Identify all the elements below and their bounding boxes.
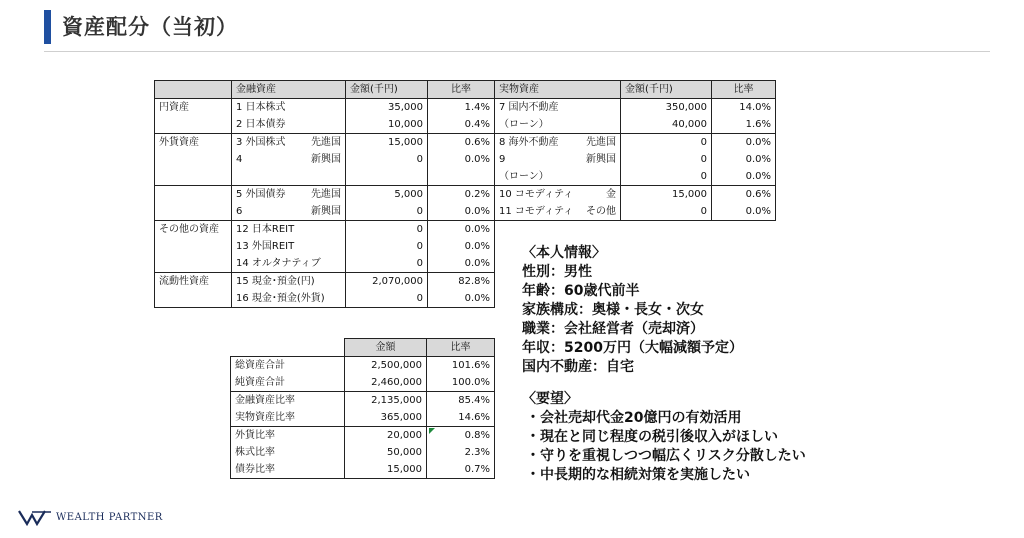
ratio-cell bbox=[712, 221, 776, 239]
item-sublabel: 先進国 bbox=[311, 189, 341, 200]
ratio-cell: 0.0% bbox=[428, 238, 495, 255]
summary-label-cell: 実物資産比率 bbox=[231, 409, 345, 427]
ratio-cell: 0.0% bbox=[712, 203, 776, 221]
amount-cell: 0 bbox=[621, 151, 712, 168]
table-row bbox=[155, 116, 776, 134]
real-asset-cell bbox=[495, 99, 621, 117]
item-label: 14 オルタナティブ bbox=[236, 258, 321, 269]
table-row bbox=[155, 99, 776, 117]
request-line: ・守りを重視しつつ幅広くリスク分散したい bbox=[526, 448, 806, 464]
amount-cell: 0 bbox=[346, 238, 428, 255]
financial-asset-cell bbox=[232, 116, 346, 134]
ratio-cell: 1.4% bbox=[428, 99, 495, 117]
summary-header-row bbox=[231, 339, 495, 357]
item-label: 4 bbox=[236, 154, 243, 165]
real-asset-cell bbox=[495, 134, 621, 152]
ratio-cell: 0.0% bbox=[712, 168, 776, 186]
item-sublabel: 先進国 bbox=[586, 137, 616, 148]
header-cell: 比率 bbox=[712, 81, 776, 99]
summary-label-cell: 金融資産比率 bbox=[231, 392, 345, 410]
item-label: 9 bbox=[499, 154, 506, 165]
summary-label-cell: 株式比率 bbox=[231, 444, 345, 461]
header-cell bbox=[155, 81, 232, 99]
real-asset-cell bbox=[495, 151, 621, 168]
amount-cell bbox=[621, 221, 712, 239]
title-divider bbox=[44, 51, 990, 52]
item-sublabel: 新興国 bbox=[586, 154, 616, 165]
table-row bbox=[155, 134, 776, 152]
amount-cell: 0 bbox=[346, 255, 428, 273]
category-cell bbox=[155, 290, 232, 308]
ratio-cell: 0.0% bbox=[712, 151, 776, 168]
item-label: （ローン） bbox=[499, 119, 549, 130]
profile-line: 職業：会社経営者（売却済） bbox=[522, 321, 704, 337]
category-cell bbox=[155, 116, 232, 134]
title-accent-bar bbox=[44, 10, 51, 44]
item-sublabel: その他 bbox=[586, 206, 616, 217]
financial-asset-cell bbox=[232, 221, 346, 239]
requests-info bbox=[522, 390, 806, 485]
summary-row bbox=[231, 444, 495, 461]
item-label: 13 外国REIT bbox=[236, 241, 295, 252]
financial-asset-cell bbox=[232, 168, 346, 186]
amount-cell: 40,000 bbox=[621, 116, 712, 134]
financial-asset-cell bbox=[232, 134, 346, 152]
amount-cell: 0 bbox=[621, 203, 712, 221]
profile-line: 年齢：60歳代前半 bbox=[522, 283, 640, 299]
summary-row bbox=[231, 461, 495, 479]
item-label: 15 現金･預金(円) bbox=[236, 276, 315, 287]
table-header-row bbox=[155, 81, 776, 99]
logo-text: WEALTH PARTNER bbox=[56, 511, 163, 523]
financial-asset-cell bbox=[232, 186, 346, 204]
item-sublabel: 新興国 bbox=[311, 206, 341, 217]
ratio-cell: 82.8% bbox=[428, 273, 495, 291]
header-cell: 金額(千円) bbox=[621, 81, 712, 99]
summary-amount-cell: 2,500,000 bbox=[345, 357, 427, 375]
summary-label-cell: 総資産合計 bbox=[231, 357, 345, 375]
item-sublabel: 先進国 bbox=[311, 137, 341, 148]
real-asset-cell bbox=[495, 221, 621, 239]
profile-line: 年収：5200万円（大幅減額予定） bbox=[522, 340, 743, 356]
summary-amount-cell: 2,135,000 bbox=[345, 392, 427, 410]
request-line: ・会社売却代金20億円の有効活用 bbox=[526, 410, 742, 426]
summary-row bbox=[231, 357, 495, 375]
profile-heading: 〈本人情報〉 bbox=[522, 245, 606, 261]
table-row bbox=[155, 151, 776, 168]
summary-label-cell: 純資産合計 bbox=[231, 374, 345, 392]
table-row bbox=[155, 168, 776, 186]
header-cell: 金額 bbox=[345, 339, 427, 357]
financial-asset-cell bbox=[232, 238, 346, 255]
amount-cell: 15,000 bbox=[621, 186, 712, 204]
ratio-cell: 14.0% bbox=[712, 99, 776, 117]
profile-info bbox=[522, 244, 743, 377]
summary-ratio-cell: 0.8% bbox=[427, 427, 495, 445]
real-asset-cell bbox=[495, 168, 621, 186]
category-cell bbox=[155, 255, 232, 273]
table-row bbox=[155, 203, 776, 221]
category-cell bbox=[155, 238, 232, 255]
item-label: 3 外国株式 bbox=[236, 137, 286, 148]
table-row bbox=[155, 221, 776, 239]
item-label: 6 bbox=[236, 206, 243, 217]
amount-cell: 5,000 bbox=[346, 186, 428, 204]
amount-cell: 0 bbox=[346, 290, 428, 308]
summary-ratio-cell: 14.6% bbox=[427, 409, 495, 427]
ratio-cell: 0.0% bbox=[428, 290, 495, 308]
summary-ratio-cell: 101.6% bbox=[427, 357, 495, 375]
item-label: 1 日本株式 bbox=[236, 102, 286, 113]
category-cell bbox=[155, 203, 232, 221]
summary-ratio-cell: 2.3% bbox=[427, 444, 495, 461]
item-label: 7 国内不動産 bbox=[499, 102, 559, 113]
summary-ratio-cell: 100.0% bbox=[427, 374, 495, 392]
profile-line: 性別：男性 bbox=[522, 264, 592, 280]
item-label: 10 コモディティ bbox=[499, 189, 574, 200]
real-asset-cell bbox=[495, 203, 621, 221]
summary-ratio-cell: 85.4% bbox=[427, 392, 495, 410]
summary-amount-cell: 365,000 bbox=[345, 409, 427, 427]
ratio-cell: 0.6% bbox=[428, 134, 495, 152]
category-cell bbox=[155, 186, 232, 204]
amount-cell: 350,000 bbox=[621, 99, 712, 117]
ratio-cell: 0.2% bbox=[428, 186, 495, 204]
cell-comment-marker bbox=[429, 428, 435, 434]
ratio-cell: 0.0% bbox=[428, 221, 495, 239]
summary-table bbox=[230, 338, 495, 479]
summary-row bbox=[231, 427, 495, 445]
header-cell: 金額(千円) bbox=[346, 81, 428, 99]
header-cell: 実物資産 bbox=[495, 81, 621, 99]
item-sublabel: 新興国 bbox=[311, 154, 341, 165]
category-cell: 円資産 bbox=[155, 99, 232, 117]
financial-asset-cell bbox=[232, 151, 346, 168]
summary-amount-cell: 15,000 bbox=[345, 461, 427, 479]
amount-cell: 0 bbox=[346, 221, 428, 239]
item-label: 16 現金･預金(外貨) bbox=[236, 293, 325, 304]
amount-cell: 0 bbox=[621, 168, 712, 186]
amount-cell: 2,070,000 bbox=[346, 273, 428, 291]
header-cell: 比率 bbox=[428, 81, 495, 99]
category-cell bbox=[155, 151, 232, 168]
amount-cell: 0 bbox=[621, 134, 712, 152]
financial-asset-cell bbox=[232, 255, 346, 273]
item-label: （ローン） bbox=[499, 171, 549, 182]
ratio-cell: 0.6% bbox=[712, 186, 776, 204]
header-cell bbox=[231, 339, 345, 357]
financial-asset-cell bbox=[232, 203, 346, 221]
item-label: 12 日本REIT bbox=[236, 224, 295, 235]
real-asset-cell bbox=[495, 116, 621, 134]
ratio-cell: 0.0% bbox=[428, 151, 495, 168]
category-cell bbox=[155, 168, 232, 186]
header-cell: 比率 bbox=[427, 339, 495, 357]
summary-row bbox=[231, 409, 495, 427]
financial-asset-cell bbox=[232, 273, 346, 291]
amount-cell: 15,000 bbox=[346, 134, 428, 152]
amount-cell bbox=[346, 168, 428, 186]
header-cell: 金融資産 bbox=[232, 81, 346, 99]
financial-asset-cell bbox=[232, 99, 346, 117]
profile-line: 家族構成：奥様・長女・次女 bbox=[522, 302, 704, 318]
category-cell: 外貨資産 bbox=[155, 134, 232, 152]
category-cell: その他の資産 bbox=[155, 221, 232, 239]
summary-amount-cell: 50,000 bbox=[345, 444, 427, 461]
summary-amount-cell: 20,000 bbox=[345, 427, 427, 445]
category-cell: 流動性資産 bbox=[155, 273, 232, 291]
ratio-cell: 0.0% bbox=[428, 203, 495, 221]
amount-cell: 35,000 bbox=[346, 99, 428, 117]
request-line: ・中長期的な相続対策を実施したい bbox=[526, 467, 750, 483]
requests-heading: 〈要望〉 bbox=[522, 391, 578, 407]
summary-ratio-cell: 0.7% bbox=[427, 461, 495, 479]
company-logo bbox=[18, 508, 163, 526]
summary-label-cell: 外貨比率 bbox=[231, 427, 345, 445]
ratio-cell: 0.0% bbox=[428, 255, 495, 273]
item-label: 5 外国債券 bbox=[236, 189, 286, 200]
profile-line: 国内不動産：自宅 bbox=[522, 359, 634, 375]
summary-amount-cell: 2,460,000 bbox=[345, 374, 427, 392]
item-label: 11 コモディティ bbox=[499, 206, 574, 217]
item-label: 8 海外不動産 bbox=[499, 137, 559, 148]
page-title: 資産配分（当初） bbox=[62, 15, 238, 39]
summary-label-cell: 債券比率 bbox=[231, 461, 345, 479]
summary-row bbox=[231, 374, 495, 392]
ratio-cell: 0.0% bbox=[712, 134, 776, 152]
amount-cell: 0 bbox=[346, 203, 428, 221]
ratio-cell bbox=[428, 168, 495, 186]
table-row bbox=[155, 186, 776, 204]
summary-row bbox=[231, 392, 495, 410]
amount-cell: 0 bbox=[346, 151, 428, 168]
item-sublabel: 金 bbox=[606, 189, 616, 200]
amount-cell: 10,000 bbox=[346, 116, 428, 134]
request-line: ・現在と同じ程度の税引後収入がほしい bbox=[526, 429, 778, 445]
ratio-cell: 1.6% bbox=[712, 116, 776, 134]
financial-asset-cell bbox=[232, 290, 346, 308]
ratio-cell: 0.4% bbox=[428, 116, 495, 134]
wp-logo-icon bbox=[18, 508, 52, 526]
real-asset-cell bbox=[495, 186, 621, 204]
item-label: 2 日本債券 bbox=[236, 119, 286, 130]
